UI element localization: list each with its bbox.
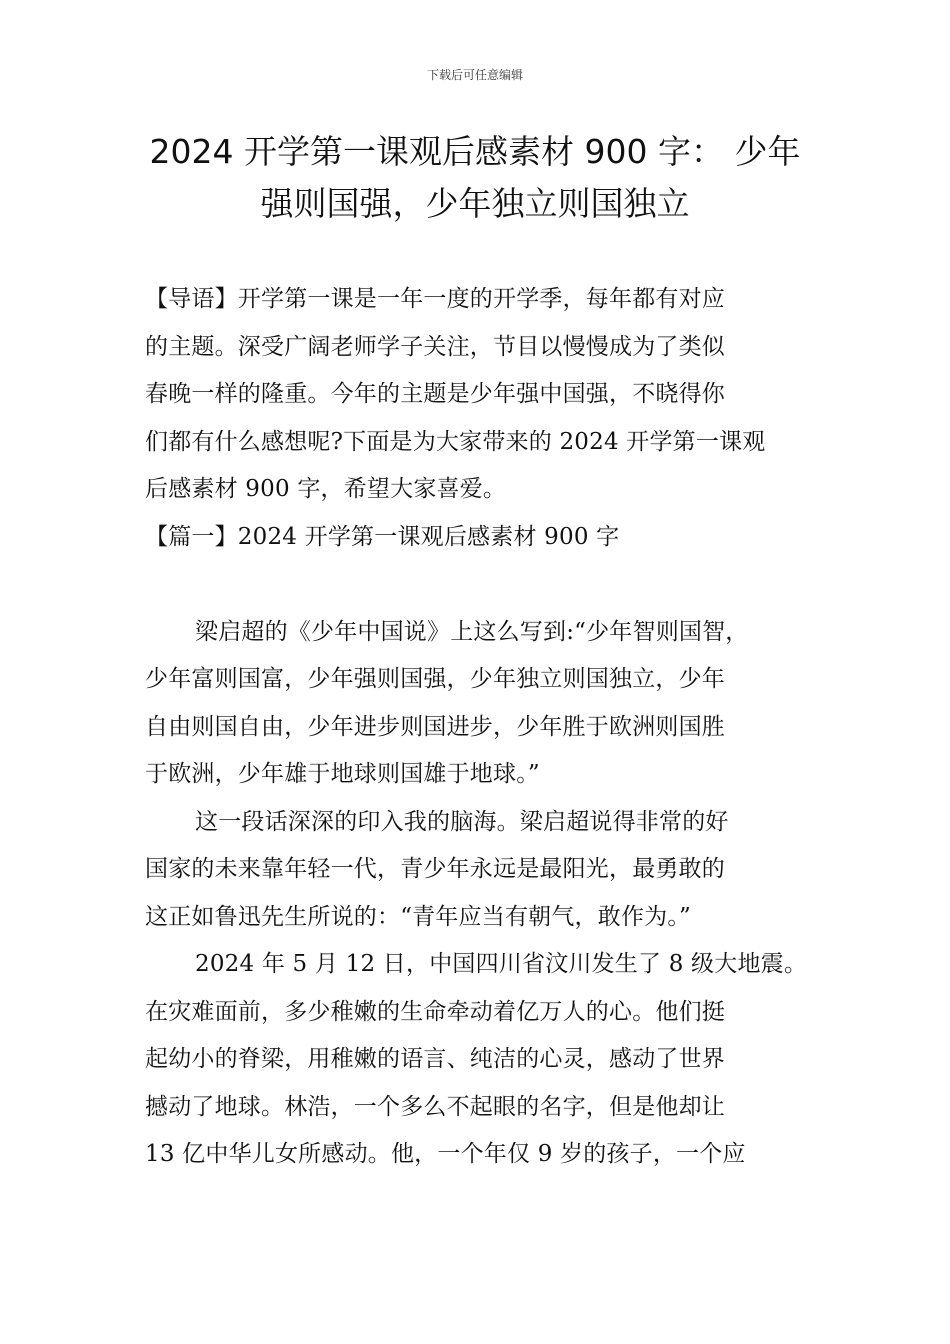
intro-paragraph: [145, 276, 810, 514]
paragraph-1: [145, 609, 810, 799]
intro-line: 们都有什么感想呢?下面是为大家带来的 2024 开学第一课观: [145, 428, 766, 455]
title-line-2: 强则国强，少年独立则国独立: [260, 184, 690, 223]
document-body: [145, 276, 810, 1179]
section-heading: 【篇一】2024 开学第一课观后感素材 900 字: [145, 523, 620, 550]
title-line-1: 2024 开学第一课观后感素材 900 字： 少年: [149, 132, 801, 171]
intro-line: 的主题。深受广阔老师学子关注，节目以慢慢成为了类似: [145, 333, 725, 360]
paragraph-line: 这一段话深深的印入我的脑海。梁启超说得非常的好: [195, 808, 729, 835]
paragraph-2: [145, 799, 810, 942]
intro-line: 【导语】开学第一课是一年一度的开学季，每年都有对应: [145, 286, 725, 312]
intro-line: 春晚一样的隆重。今年的主题是少年强中国强，不晓得你: [145, 381, 725, 407]
paragraph-line: 梁启超的《少年中国说》上这么写到:“少年智则国智，: [195, 618, 749, 645]
blank-line: [145, 561, 810, 609]
paragraph-line: 在灾难面前，多少稚嫩的生命牵动着亿万人的心。他们挺: [145, 998, 725, 1025]
paragraph-line: 于欧洲，少年雄于地球则国雄于地球。”: [145, 761, 540, 787]
paragraph-line: 撼动了地球。林浩，一个多么不起眼的名字，但是他却让: [145, 1093, 725, 1120]
document-title: [145, 126, 805, 230]
paragraph-3: [145, 941, 810, 1179]
paragraph-line: 2024 年 5 月 12 日，中国四川省汶川发生了 8 级大地震。: [195, 951, 808, 977]
paragraph-line: 少年富则国富，少年强则国强，少年独立则国独立，少年: [145, 666, 725, 692]
paragraph-line: 国家的未来靠年轻一代，青少年永远是最阳光，最勇敢的: [145, 856, 725, 882]
paragraph-line: 13 亿中华儿女所感动。他，一个年仅 9 岁的孩子，一个应: [145, 1141, 746, 1167]
paragraph-line: 这正如鲁迅先生所说的：“青年应当有朝气，敢作为。”: [145, 903, 692, 930]
paragraph-line: 自由则国自由，少年进步则国进步，少年胜于欧洲则国胜: [145, 713, 725, 740]
header-note: 下载后可任意编辑: [426, 68, 523, 82]
intro-line: 后感素材 900 字，希望大家喜爱。: [145, 476, 507, 502]
paragraph-line: 起幼小的脊梁，用稚嫩的语言、纯洁的心灵，感动了世界: [145, 1046, 725, 1072]
